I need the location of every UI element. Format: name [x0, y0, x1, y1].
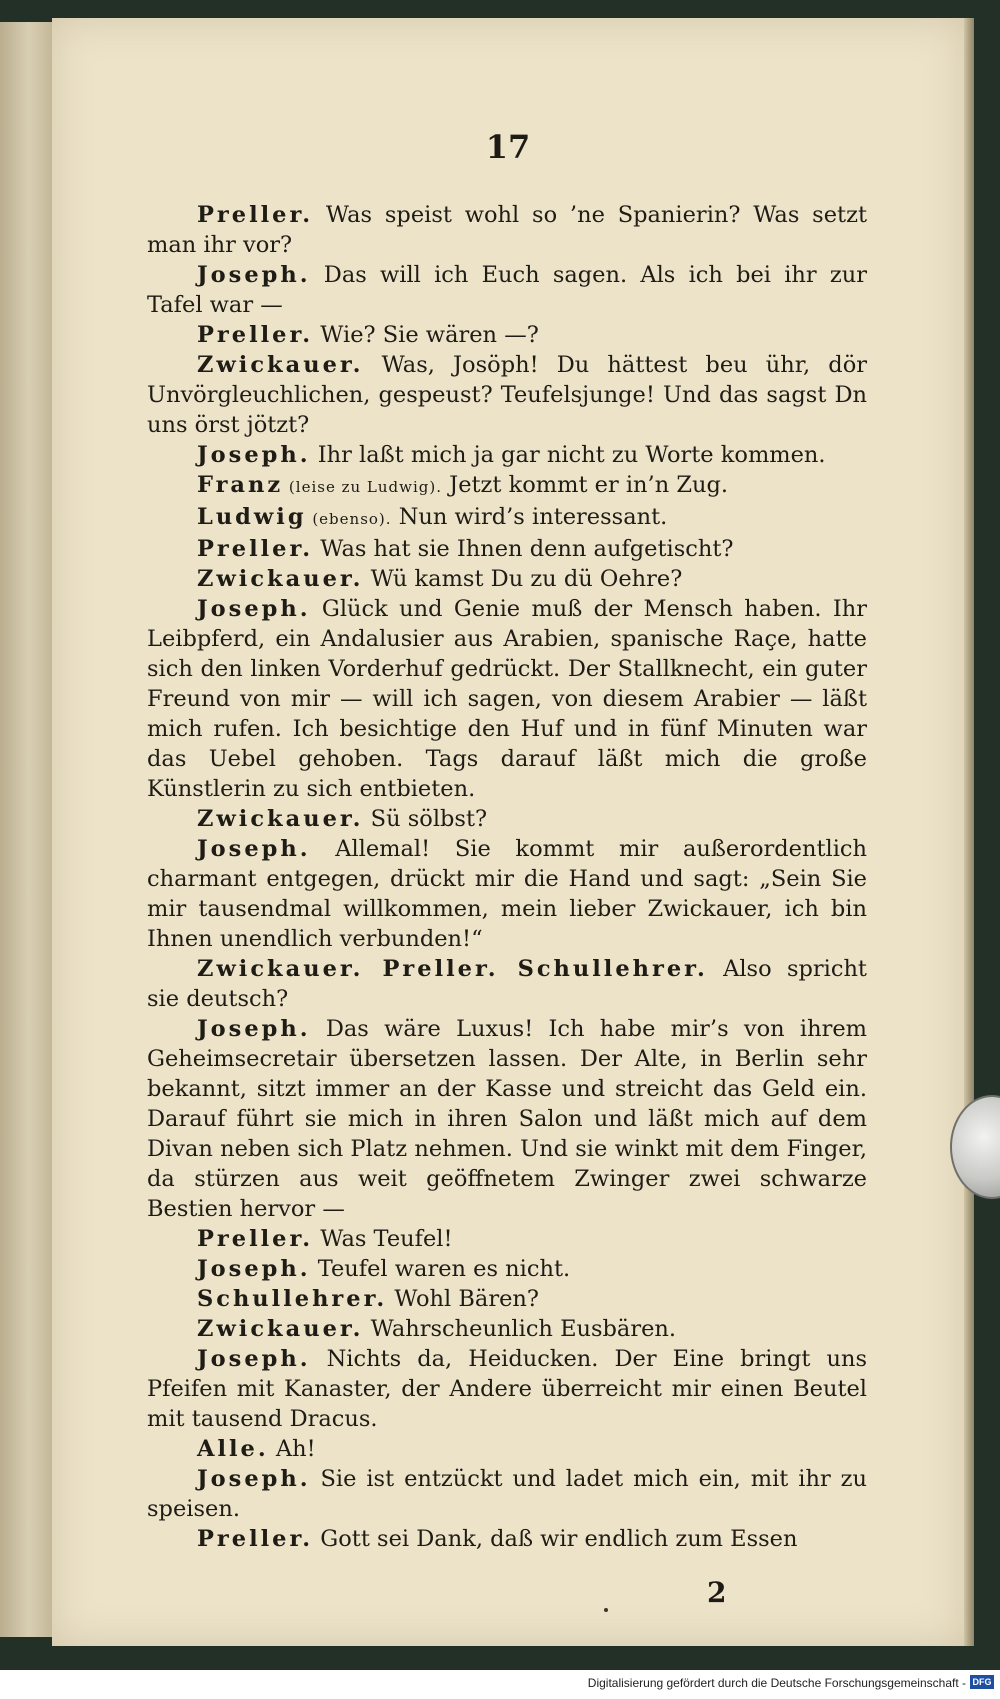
line-text: Was hat sie Ihnen denn aufgetischt? [313, 536, 734, 562]
dialogue-line [147, 440, 867, 470]
line-text: Glück und Genie muß der Mensch haben. Ihr Leibpferd, ein Andalusier aus Arabien, spanische Raçe, hatte sich den linken Vorderhuf gedrückt. Der Stallknecht, ein guter Freund von mir — will ich sagen, von diesem Arabier — läßt mich rufen. Ich besichtige den Huf und in fünf Minuten war das Uebel gehoben. Tags darauf läßt mich die große Künstlerin zu sich entbieten. [147, 596, 867, 802]
line-text: Wohl Bären? [387, 1286, 539, 1312]
speaker-name: Alle. [197, 1436, 269, 1462]
dialogue-line [147, 1284, 867, 1314]
line-text: Sü sölbst? [363, 806, 488, 832]
speaker-name: Preller. [197, 1226, 314, 1252]
signature-mark: 2 [707, 1576, 727, 1609]
digitization-credit: Digitalisierung gefördert durch die Deutsche Forschungsgemeinschaft - [587, 1676, 966, 1690]
dialogue-line [147, 804, 867, 834]
dialogue-line [147, 564, 867, 594]
page-right-edge [964, 18, 974, 1646]
speaker-name: Joseph. [197, 1016, 311, 1042]
line-text: Nichts da, Heiducken. Der Eine bringt uns Pfeifen mit Kanaster, der Andere überreicht mir einen Beutel mit tausend Dracus. [147, 1346, 867, 1432]
dialogue-line [147, 1344, 867, 1434]
speaker-name: Joseph. [197, 1466, 311, 1492]
dialogue-line [147, 260, 867, 320]
dialogue-line [147, 200, 867, 260]
dialogue-text [147, 200, 867, 1554]
line-text: Was, Josöph! Du hättest beu ühr, dör Unvörgleuchlichen, gespeust? Teufelsjunge! Und das sagst Dn uns örst jötzt? [147, 352, 867, 438]
speaker-name: Joseph. [197, 442, 311, 468]
line-text: Ah! [268, 1436, 316, 1462]
dialogue-line [147, 350, 867, 440]
line-text: Ihr laßt mich ja gar nicht zu Worte kommen. [310, 442, 826, 468]
dialogue-line [147, 502, 867, 534]
speaker-name: Schullehrer. [197, 1286, 388, 1312]
speaker-name: Franz [197, 472, 284, 498]
dialogue-line [147, 1524, 867, 1554]
page-number: 17 [485, 128, 531, 166]
speaker-name: Joseph. [197, 262, 311, 288]
book-page [52, 18, 964, 1646]
dialogue-line [147, 1434, 867, 1464]
line-text: Sie ist entzückt und ladet mich ein, mit ihr zu speisen. [147, 1466, 867, 1522]
dfg-logo-icon: DFG [970, 1675, 994, 1689]
line-text: Das will ich Euch sagen. Als ich bei ihr zur Tafel war — [147, 262, 867, 318]
printer-dot [604, 1608, 608, 1612]
speaker-name: Zwickauer. [197, 352, 364, 378]
line-text: Allemal! Sie kommt mir außerordentlich charmant entgegen, drückt mir die Hand und sagt: „Sein Sie mir tausendmal willkommen, mein lieber Zwickauer, ich bin Ihnen unendlich verbunden!“ [147, 836, 867, 952]
speaker-name: Preller. [197, 322, 314, 348]
line-text: Also spricht sie deutsch? [147, 956, 867, 1012]
stage-direction: (leise zu Ludwig). [283, 478, 443, 496]
line-text: Teufel waren es nicht. [310, 1256, 571, 1282]
line-text: Was speist wohl so ’ne Spanierin? Was setzt man ihr vor? [147, 202, 867, 258]
stage-direction: (ebenso). [306, 510, 392, 528]
line-text: Wahrscheunlich Eusbären. [363, 1316, 677, 1342]
line-text: Jetzt kommt er in’n Zug. [442, 472, 729, 498]
line-text: Wü kamst Du zu dü Oehre? [363, 566, 683, 592]
dialogue-line [147, 1464, 867, 1524]
dialogue-line [147, 1314, 867, 1344]
previous-page-edge [0, 22, 54, 1637]
speaker-name: Zwickauer. Preller. Schullehrer. [197, 956, 708, 982]
line-text: Das wäre Luxus! Ich habe mir’s von ihrem Geheimsecretair übersetzen lassen. Der Alte, in Berlin sehr bekannt, sitzt immer an der Kasse und streicht das Geld ein. Darauf führt sie mich in ihren Salon und läßt mich auf dem Divan neben sich Platz nehmen. Und sie winkt mit dem Finger, da stürzen aus weit geöffnetem Zwinger zwei schwarze Bestien hervor — [147, 1016, 867, 1222]
dialogue-line [147, 534, 867, 564]
speaker-name: Zwickauer. [197, 1316, 364, 1342]
dialogue-line [147, 1224, 867, 1254]
dialogue-line [147, 954, 867, 1014]
line-text: Wie? Sie wären —? [313, 322, 539, 348]
line-text: Was Teufel! [313, 1226, 453, 1252]
speaker-name: Ludwig [197, 504, 307, 530]
speaker-name: Joseph. [197, 1256, 311, 1282]
dialogue-line [147, 320, 867, 350]
speaker-name: Zwickauer. [197, 566, 364, 592]
dialogue-line [147, 594, 867, 804]
dialogue-line [147, 470, 867, 502]
dialogue-line [147, 1014, 867, 1224]
line-text: Nun wird’s interessant. [391, 504, 668, 530]
speaker-name: Joseph. [197, 596, 311, 622]
line-text: Gott sei Dank, daß wir endlich zum Essen [313, 1526, 798, 1552]
dialogue-line [147, 834, 867, 954]
dialogue-line [147, 1254, 867, 1284]
speaker-name: Preller. [197, 1526, 314, 1552]
speaker-name: Joseph. [197, 1346, 311, 1372]
speaker-name: Zwickauer. [197, 806, 364, 832]
speaker-name: Joseph. [197, 836, 311, 862]
speaker-name: Preller. [197, 202, 314, 228]
speaker-name: Preller. [197, 536, 314, 562]
